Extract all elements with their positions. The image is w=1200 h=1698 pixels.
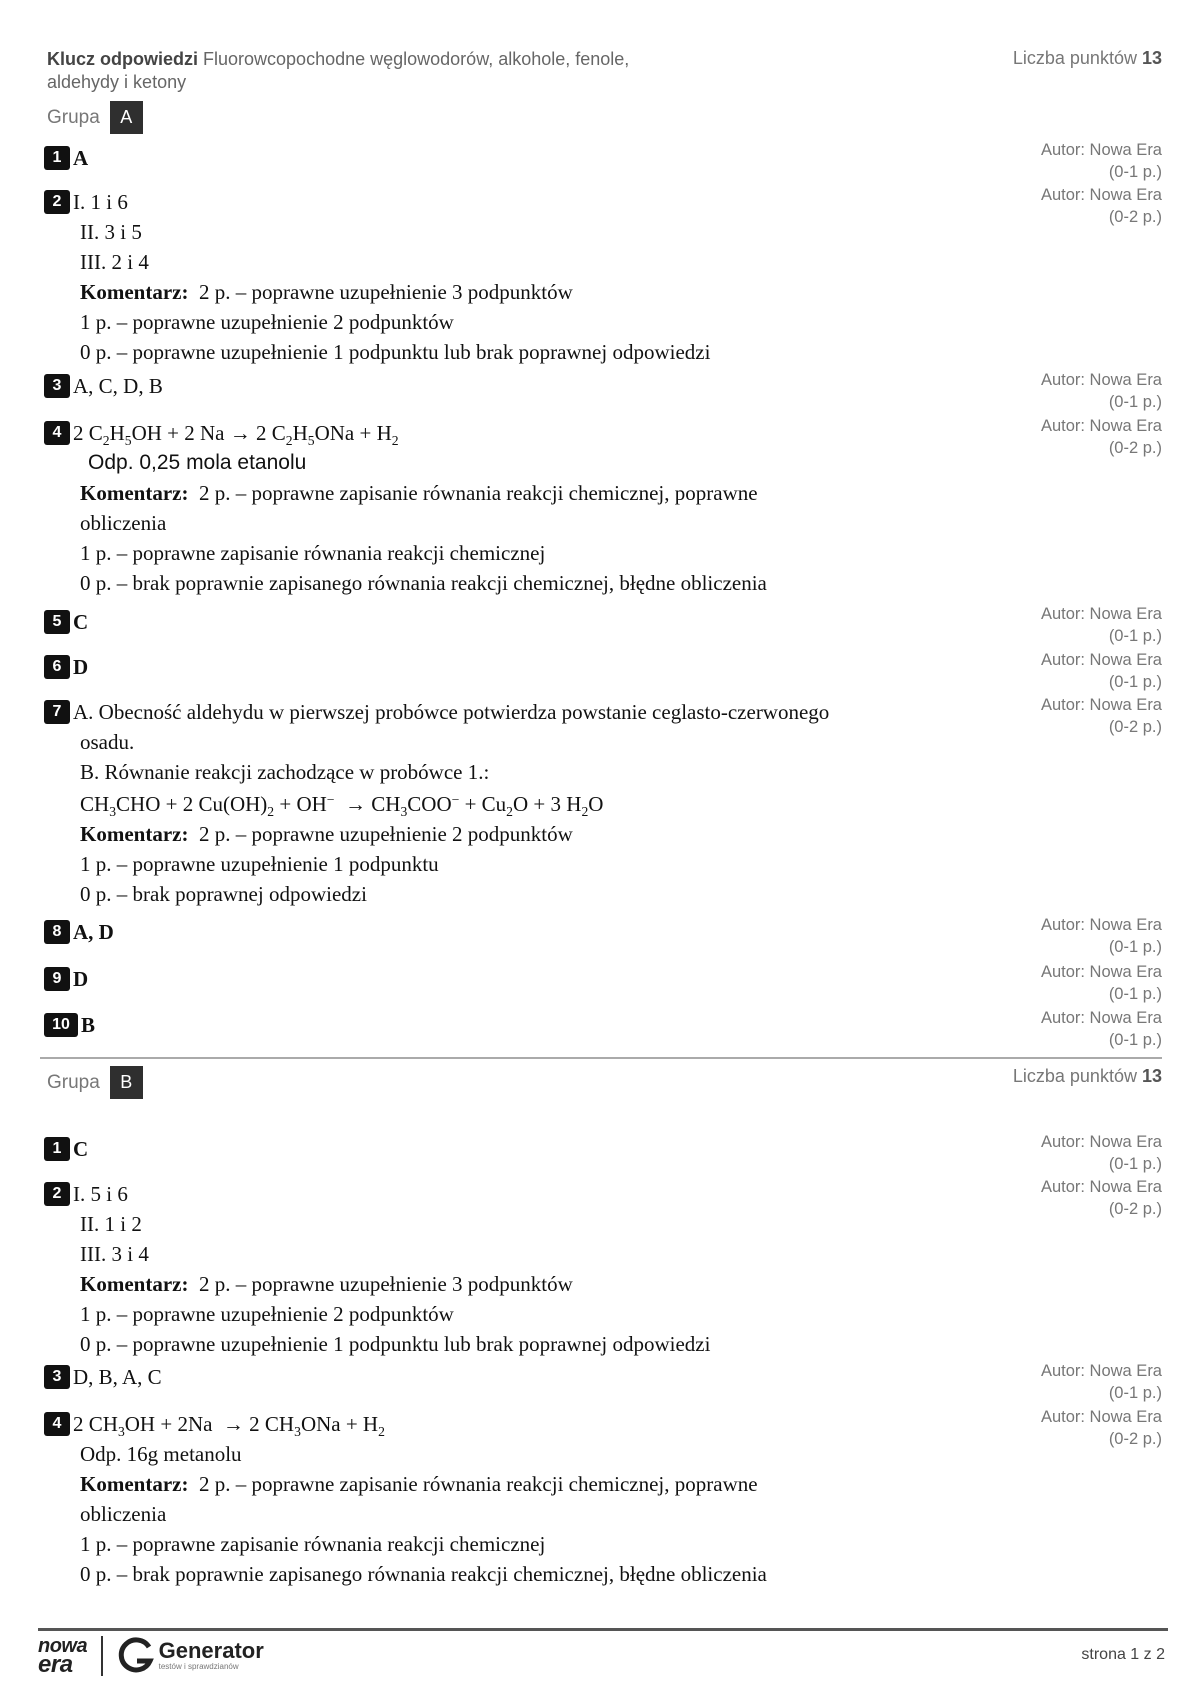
points-total-b: Liczba punktów 13 xyxy=(1012,1066,1162,1086)
answer-line: B. Równanie reakcji zachodzące w probówce 1.: xyxy=(80,760,490,784)
author-a9: Autor: Nowa Era (0-1 p.) xyxy=(1040,963,1162,1003)
comment-line: obliczenia xyxy=(80,511,167,535)
question-number: 3 xyxy=(44,1365,70,1389)
answer: B xyxy=(81,1013,96,1037)
answer-line: osadu. xyxy=(80,730,135,754)
answer-line: III. 2 i 4 xyxy=(80,250,149,274)
answer-line: Odp. 16g metanolu xyxy=(80,1442,242,1466)
footer-rule xyxy=(38,1628,1168,1631)
comment: Komentarz: 2 p. – poprawne uzupełnienie 2 podpunktów xyxy=(80,822,573,846)
comment: Komentarz: 2 p. – poprawne zapisanie równania reakcji chemicznej, poprawne xyxy=(80,1472,758,1496)
answer-line: II. 1 i 2 xyxy=(80,1212,142,1236)
author-a4: Autor: Nowa Era (0-2 p.) xyxy=(1040,417,1162,457)
question-number: 2 xyxy=(44,190,70,214)
author-a2: Autor: Nowa Era (0-2 p.) xyxy=(1040,186,1162,226)
question-number: 8 xyxy=(44,920,70,944)
question-b4 xyxy=(44,1409,1004,1589)
group-b-heading: Grupa B xyxy=(47,1066,143,1099)
comment-line: 0 p. – poprawne uzupełnienie 1 podpunktu lub brak poprawnej odpowiedzi xyxy=(80,1332,711,1356)
question-b3 xyxy=(44,1362,1004,1392)
answer: C xyxy=(73,610,89,634)
answer: D xyxy=(73,967,89,991)
comment-line: 0 p. – poprawne uzupełnienie 1 podpunktu lub brak poprawnej odpowiedzi xyxy=(80,340,711,364)
author-b4: Autor: Nowa Era (0-2 p.) xyxy=(1040,1408,1162,1448)
answer-line: II. 3 i 5 xyxy=(80,220,142,244)
answer: C xyxy=(73,1137,89,1161)
comment-line: 0 p. – brak poprawnie zapisanego równania reakcji chemicznej, błędne obliczenia xyxy=(80,571,767,595)
answer-line: I. 5 i 6 xyxy=(73,1182,128,1206)
answer-line: Odp. 0,25 mola etanolu xyxy=(88,451,307,474)
question-a4 xyxy=(44,418,1004,598)
author-a8: Autor: Nowa Era (0-1 p.) xyxy=(1040,916,1162,956)
answer: A, C, D, B xyxy=(73,374,163,398)
comment: Komentarz: 2 p. – poprawne zapisanie równania reakcji chemicznej, poprawne xyxy=(80,481,758,505)
comment-line: 0 p. – brak poprawnie zapisanego równania reakcji chemicznej, błędne obliczenia xyxy=(80,1562,767,1586)
question-a8 xyxy=(44,917,1004,947)
logo-separator xyxy=(101,1636,103,1676)
key-label: Klucz odpowiedzi xyxy=(47,49,198,69)
question-number: 3 xyxy=(44,374,70,398)
question-number: 4 xyxy=(44,421,70,445)
question-a10 xyxy=(44,1010,1004,1040)
group-badge: B xyxy=(110,1066,143,1099)
nowa-era-logo: nowa era xyxy=(38,1634,88,1678)
question-a5 xyxy=(44,607,1004,637)
author-a1: Autor: Nowa Era (0-1 p.) xyxy=(1040,141,1162,181)
page-number: strona 1 z 2 xyxy=(1081,1646,1165,1663)
answer: D xyxy=(73,655,89,679)
question-number: 10 xyxy=(44,1013,78,1037)
subject-title: Fluorowcopochodne węglowodorów, alkohole, fenole, xyxy=(203,49,630,69)
question-a9 xyxy=(44,964,1004,994)
answer: A, D xyxy=(73,920,114,944)
question-a1 xyxy=(44,143,1004,173)
comment-line: 0 p. – brak poprawnej odpowiedzi xyxy=(80,882,367,906)
answer-line: A. Obecność aldehydu w pierwszej probówce potwierdza powstanie ceglasto-czerwonego xyxy=(73,700,830,724)
reaction-equation: 2 $CH_3OH + 2Na \to 2$ $CH_3ONa + H_2$ xyxy=(73,1412,385,1439)
comment-line: 1 p. – poprawne uzupełnienie 1 podpunktu xyxy=(80,852,439,876)
author-a3: Autor: Nowa Era (0-1 p.) xyxy=(1040,371,1162,411)
author-a7: Autor: Nowa Era (0-2 p.) xyxy=(1040,696,1162,736)
question-b2 xyxy=(44,1179,1004,1359)
question-a2 xyxy=(44,187,1004,367)
answer-line: III. 3 i 4 xyxy=(80,1242,149,1266)
group-badge: A xyxy=(110,101,143,134)
author-b1: Autor: Nowa Era (0-1 p.) xyxy=(1040,1133,1162,1173)
reaction-equation: 2 $C_2H_5OH + 2$ Na → 2 $C_2H_5ONa + H_2$ xyxy=(73,421,399,448)
answer: D, B, A, C xyxy=(73,1365,162,1389)
author-a10: Autor: Nowa Era (0-1 p.) xyxy=(1040,1009,1162,1049)
question-number: 5 xyxy=(44,610,70,634)
subject-title-line2: aldehydy i ketony xyxy=(47,72,187,92)
group-divider xyxy=(40,1057,1162,1059)
generator-logo: Generator testów i sprawdzianów xyxy=(117,1637,264,1675)
comment-line: 1 p. – poprawne uzupełnienie 2 podpunktów xyxy=(80,310,454,334)
question-number: 9 xyxy=(44,967,70,991)
footer-logos xyxy=(38,1636,264,1676)
question-number: 2 xyxy=(44,1182,70,1206)
question-a3 xyxy=(44,371,1004,401)
comment-line: 1 p. – poprawne zapisanie równania reakcji chemicznej xyxy=(80,1532,546,1556)
comment-line: obliczenia xyxy=(80,1502,167,1526)
author-b2: Autor: Nowa Era (0-2 p.) xyxy=(1040,1178,1162,1218)
answer-line: I. 1 i 6 xyxy=(73,190,128,214)
answer: A xyxy=(73,146,89,170)
question-number: 4 xyxy=(44,1412,70,1436)
generator-g-icon xyxy=(117,1637,155,1675)
points-total: Liczba punktów 13 xyxy=(1012,48,1162,68)
document-title xyxy=(47,48,747,94)
question-number: 7 xyxy=(44,700,70,724)
question-a7 xyxy=(44,697,1004,909)
author-a6: Autor: Nowa Era (0-1 p.) xyxy=(1040,651,1162,691)
question-number: 6 xyxy=(44,655,70,679)
question-b1 xyxy=(44,1134,1004,1164)
comment-line: 1 p. – poprawne zapisanie równania reakcji chemicznej xyxy=(80,541,546,565)
question-number: 1 xyxy=(44,1137,70,1161)
question-number: 1 xyxy=(44,146,70,170)
group-a-heading: Grupa A xyxy=(47,101,143,134)
author-b3: Autor: Nowa Era (0-1 p.) xyxy=(1040,1362,1162,1402)
question-a6 xyxy=(44,652,1004,682)
reaction-equation: $CH_3CHO + 2$ $Cu(OH)_2 + OH^- \to CH_3COO^- + Cu_2O + 3$ $H_2O$ xyxy=(80,792,604,819)
comment: Komentarz: 2 p. – poprawne uzupełnienie 3 podpunktów xyxy=(80,1272,573,1296)
comment-line: 1 p. – poprawne uzupełnienie 2 podpunktów xyxy=(80,1302,454,1326)
author-a5: Autor: Nowa Era (0-1 p.) xyxy=(1040,605,1162,645)
comment: Komentarz: 2 p. – poprawne uzupełnienie 3 podpunktów xyxy=(80,280,573,304)
